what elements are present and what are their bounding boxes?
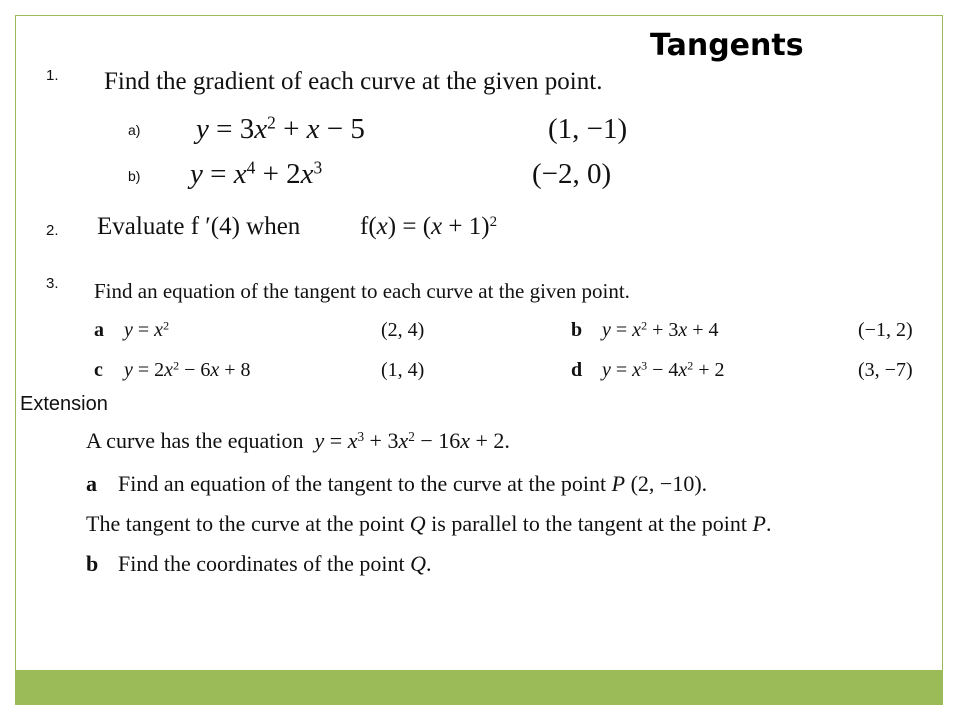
extension-part-b: Find the coordinates of the point Q.: [118, 551, 432, 576]
extension-part-b-letter: b: [86, 551, 99, 576]
question-1-number: 1.: [46, 67, 59, 84]
question-3b-letter: b: [571, 319, 583, 341]
extension-part-a-letter: a: [86, 471, 97, 496]
question-3d-equation: $y = x^3 - 4x^2 + 2$: [602, 358, 725, 381]
question-3b-equation: $y = x^2 + 3x + 4$: [602, 318, 719, 341]
question-1-instruction: Find the gradient of each curve at the given point.: [104, 68, 603, 95]
question-1b-equation: $y = x^4 + 2x^3$: [190, 157, 323, 190]
question-1b-point: (−2, 0): [532, 158, 612, 190]
footer-bar: [16, 670, 942, 704]
question-3-instruction: Find an equation of the tangent to each curve at the given point.: [94, 279, 630, 303]
question-3d-letter: d: [571, 359, 583, 381]
extension-part-a: Find an equation of the tangent to the curve at the point P (2, −10).: [118, 471, 708, 496]
page-title: Tangents: [650, 28, 804, 63]
question-1a-equation: $y = 3x^2 + x - 5$: [196, 112, 365, 145]
question-1a-point: (1, −1): [548, 113, 628, 145]
extension-heading: Extension: [20, 393, 108, 415]
question-1a-label: a): [128, 122, 141, 138]
question-3a-point: (2, 4): [381, 319, 425, 341]
question-1b-label: b): [128, 168, 141, 184]
question-2-number: 2.: [46, 222, 59, 239]
extension-middle: The tangent to the curve at the point Q is parallel to the tangent at the point P.: [86, 511, 772, 536]
question-3c-letter: c: [94, 359, 103, 381]
extension-intro: A curve has the equation $y = x^3 + 3x^2 - 16x + 2$.: [86, 428, 510, 453]
question-2-function: $f(x) = (x + 1)^2$: [360, 213, 498, 240]
question-3a-equation: $y = x^2$: [124, 318, 170, 341]
question-3b-point: (−1, 2): [858, 319, 913, 341]
question-3c-point: (1, 4): [381, 359, 425, 381]
question-3a-letter: a: [94, 319, 104, 341]
question-2-text: Evaluate f ′(4) when: [97, 213, 301, 240]
question-3d-point: (3, −7): [858, 359, 913, 381]
question-3-number: 3.: [46, 275, 59, 292]
question-3c-equation: $y = 2x^2 - 6x + 8$: [124, 358, 251, 381]
